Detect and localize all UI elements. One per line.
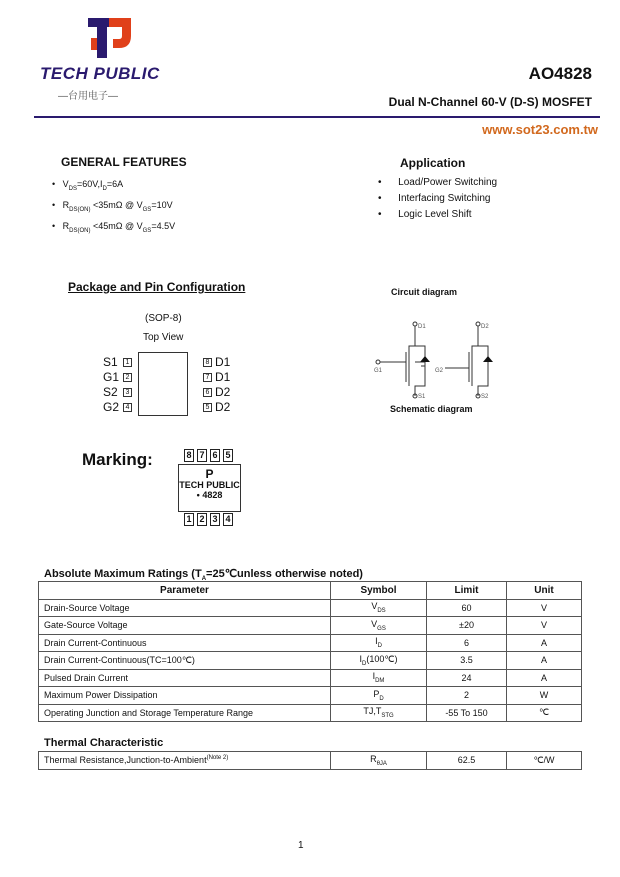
- col-unit: Unit: [507, 582, 582, 600]
- col-parameter: Parameter: [39, 582, 331, 600]
- part-number: AO4828: [528, 64, 592, 83]
- limit-cell: 6: [427, 634, 507, 652]
- pin-right-2: 7 D1: [200, 370, 230, 385]
- marking-pin: 4: [223, 513, 233, 526]
- table-row: [39, 687, 582, 705]
- application-title: Application: [400, 156, 466, 170]
- features-list: [52, 176, 175, 238]
- features-title: GENERAL FEATURES: [61, 155, 187, 169]
- thermal-table: [38, 751, 582, 770]
- thermal-symbol: $R_{\theta JA}$: [331, 752, 427, 770]
- marking-bottom-pins: [184, 513, 233, 526]
- page-number: 1: [298, 840, 304, 851]
- unit-cell: W: [507, 687, 582, 705]
- label-s2: S2: [481, 394, 489, 400]
- package-view: Top View: [143, 332, 184, 343]
- pin-right-4: 5 D2: [200, 400, 230, 415]
- symbol-cell: $I_{DM}$: [331, 669, 427, 687]
- thermal-unit: ℃/W: [507, 752, 582, 770]
- limit-cell: ±20: [427, 617, 507, 635]
- thermal-title: Thermal Characteristic: [44, 737, 164, 749]
- pin-left-2: G1 2: [103, 370, 135, 385]
- pin-left-1: S1 1: [103, 355, 135, 370]
- limit-cell: -55 To 150: [427, 704, 507, 722]
- header-rule: [34, 116, 600, 118]
- unit-cell: A: [507, 669, 582, 687]
- list-item: • Logic Level Shift: [378, 209, 472, 220]
- symbol-cell: $V_{GS}$: [331, 617, 427, 635]
- list-item: • $R_{DS(ON)} <35m\Omega$ @ $V_{GS}=10V$: [52, 199, 173, 213]
- table-row: [39, 634, 582, 652]
- col-symbol: Symbol: [331, 582, 427, 600]
- symbol-cell: $V_{DS}$: [331, 599, 427, 617]
- limit-cell: 2: [427, 687, 507, 705]
- list-item: • $R_{DS(ON)} <45m\Omega$ @ $V_{GS}=4.5V$: [52, 220, 176, 234]
- unit-cell: A: [507, 652, 582, 670]
- package-title: Package and Pin Configuration: [68, 280, 246, 294]
- label-d1: D1: [418, 324, 426, 330]
- marking-pin: 6: [210, 449, 220, 462]
- right-pins: [200, 355, 230, 415]
- marking-pin: 7: [197, 449, 207, 462]
- marking-line2: • 4828: [196, 490, 223, 500]
- param-cell: Maximum Power Dissipation: [39, 687, 331, 705]
- param-cell: Drain-Source Voltage: [39, 599, 331, 617]
- marking-pin: 2: [197, 513, 207, 526]
- table-row: [39, 704, 582, 722]
- symbol-cell: $TJ,T_{STG}$: [331, 704, 427, 722]
- param-cell: Operating Junction and Storage Temperature Range: [39, 704, 331, 722]
- table-row: [39, 617, 582, 635]
- circuit-caption: Schematic diagram: [390, 404, 473, 414]
- label-g2: G2: [435, 368, 444, 374]
- list-item: • Load/Power Switching: [378, 177, 498, 188]
- table-row: [39, 652, 582, 670]
- marking-pin: 1: [184, 513, 194, 526]
- list-item: • $V_{DS}=60V,I_D=6A$: [52, 179, 124, 192]
- table-row: [39, 752, 582, 770]
- symbol-cell: $I_D(100℃)$: [331, 652, 427, 670]
- symbol-cell: $I_D$: [331, 634, 427, 652]
- limit-cell: 24: [427, 669, 507, 687]
- application-list: [378, 175, 497, 223]
- brand-cn: —台用电子—: [58, 91, 118, 102]
- table-row: [39, 669, 582, 687]
- website-link[interactable]: www.sot23.com.tw: [482, 122, 598, 137]
- pin-left-3: S2 3: [103, 385, 135, 400]
- package-body: [138, 352, 188, 416]
- logo-mark: [85, 16, 135, 62]
- marking-pin: 3: [210, 513, 220, 526]
- unit-cell: A: [507, 634, 582, 652]
- marking-title: Marking:: [82, 450, 153, 469]
- marking-body: [178, 464, 241, 512]
- subtitle: Dual N-Channel 60-V (D-S) MOSFET: [388, 95, 592, 109]
- table-row: [39, 599, 582, 617]
- thermal-param: Thermal Resistance,Junction-to-Ambient$^{(Note 2)}$: [39, 752, 331, 770]
- marking-pin: 8: [184, 449, 194, 462]
- brand-name: TECH PUBLIC: [40, 64, 160, 83]
- marking-top-pins: [184, 449, 233, 462]
- circuit-diagram: [370, 318, 500, 403]
- param-cell: Gate-Source Voltage: [39, 617, 331, 635]
- ratings-title: Absolute Maximum Ratings ($T_A=25℃unless$ otherwise noted): [44, 568, 363, 583]
- pin-right-3: 6 D2: [200, 385, 230, 400]
- ratings-table: [38, 581, 582, 722]
- label-g1: G1: [374, 368, 383, 374]
- limit-cell: 60: [427, 599, 507, 617]
- thermal-limit: 62.5: [427, 752, 507, 770]
- limit-cell: 3.5: [427, 652, 507, 670]
- pin-right-1: 8 D1: [200, 355, 230, 370]
- circuit-title: Circuit diagram: [391, 287, 458, 297]
- param-cell: Drain Current-Continuous(TC=100℃): [39, 652, 331, 670]
- marking-line1: TECH PUBLIC: [179, 480, 240, 490]
- unit-cell: V: [507, 599, 582, 617]
- pin-left-4: G2 4: [103, 400, 135, 415]
- col-limit: Limit: [427, 582, 507, 600]
- left-pins: [103, 355, 135, 415]
- param-cell: Pulsed Drain Current: [39, 669, 331, 687]
- list-item: • Interfacing Switching: [378, 193, 491, 204]
- param-cell: Drain Current-Continuous: [39, 634, 331, 652]
- symbol-cell: $P_D$: [331, 687, 427, 705]
- unit-cell: V: [507, 617, 582, 635]
- marking-logo: P: [205, 467, 214, 481]
- label-s1: S1: [418, 394, 426, 400]
- label-d2: D2: [481, 324, 489, 330]
- unit-cell: ℃: [507, 704, 582, 722]
- package-type: (SOP-8): [145, 313, 182, 324]
- marking-pin: 5: [223, 449, 233, 462]
